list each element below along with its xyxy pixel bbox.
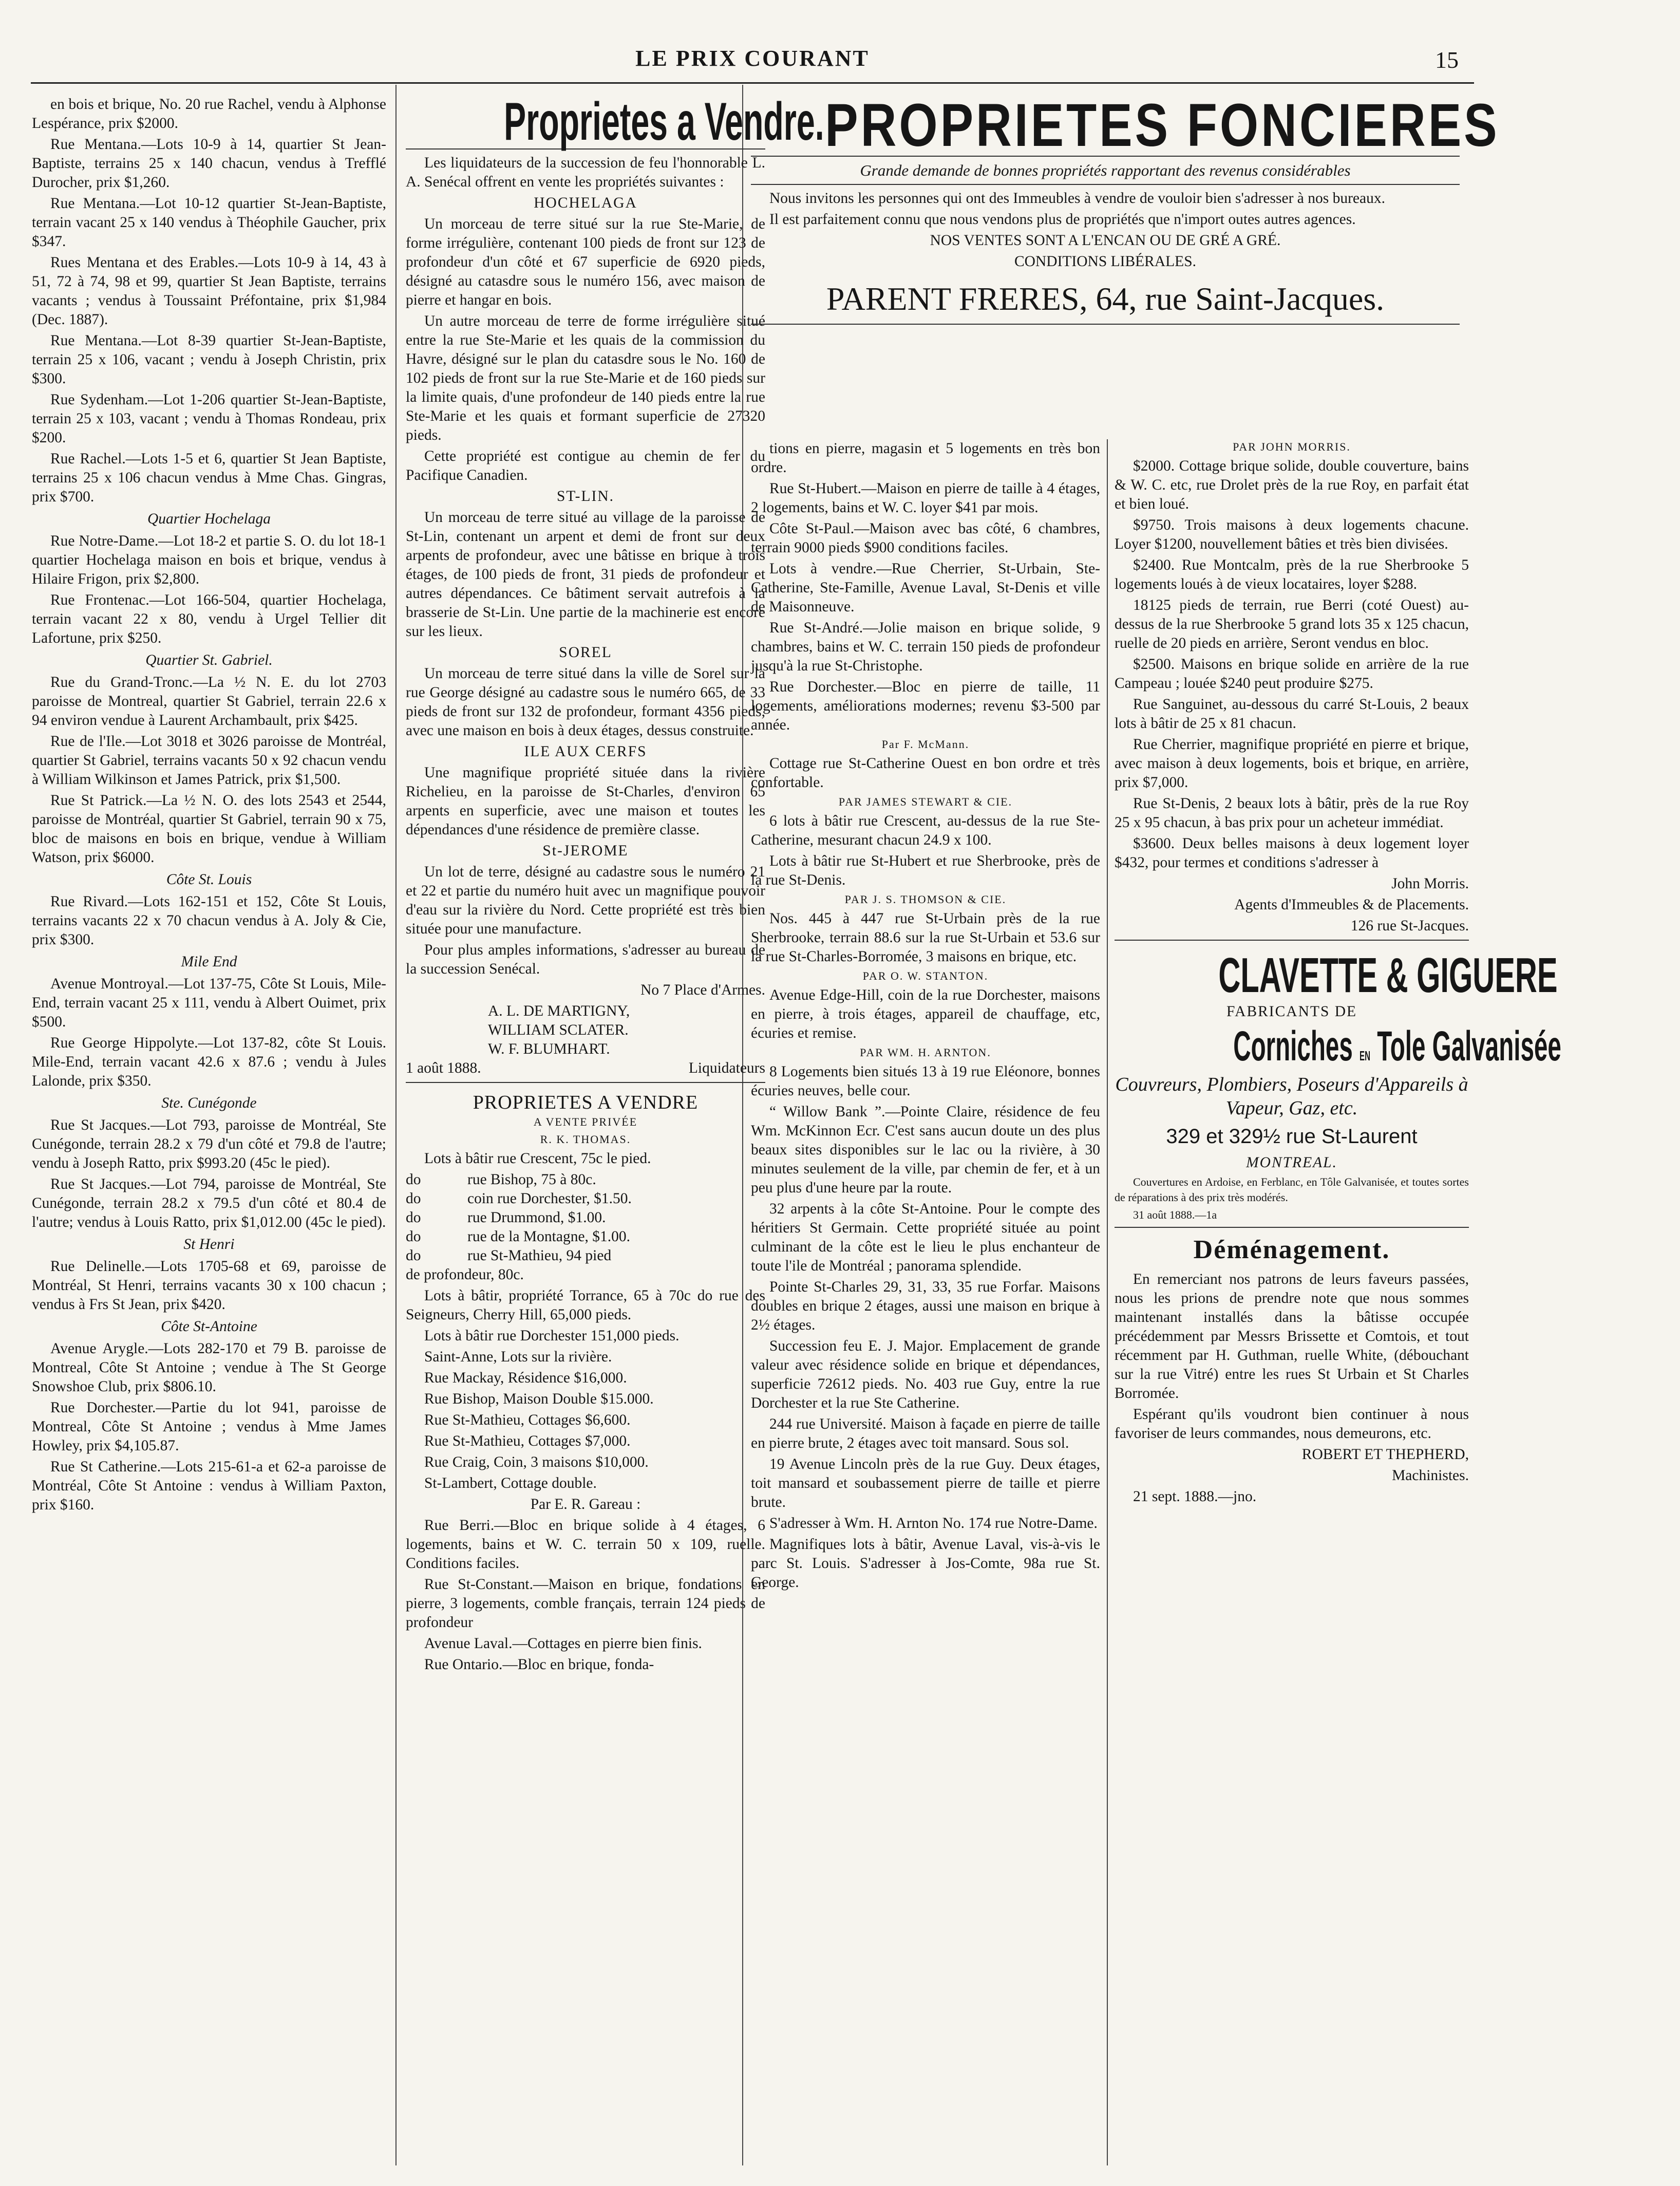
ditto: do xyxy=(406,1209,421,1226)
header-rule xyxy=(31,82,1474,84)
ad-date: 31 août 1888.—1a xyxy=(1133,1208,1217,1221)
address: No 7 Place d'Armes. xyxy=(640,982,765,998)
agent-morris: PAR JOHN MORRIS. xyxy=(1233,440,1351,453)
section-heading: SOREL xyxy=(559,644,612,661)
listing-paragraph: $2500. Maisons en brique solide en arrière de la rue Campeau ; louée $240 peut produire $275. xyxy=(1115,656,1469,692)
ditto: do xyxy=(406,1228,421,1245)
list-continuation: de profondeur, 80c. xyxy=(406,1266,524,1283)
page-header xyxy=(0,45,1505,81)
price-list xyxy=(406,1170,765,1265)
listing-paragraph: Lots à vendre.—Rue Cherrier, St-Urbain, Ste-Catherine, Ste-Famille, Avenue Laval, St-Denis et ville de Maisonneuve. xyxy=(751,560,1100,615)
listing-paragraph: $9750. Trois maisons à deux logements chacune. Loyer $1200, nouvellement bâties et très bien divisées. xyxy=(1115,517,1469,552)
listing-line: Rue St-Mathieu, Cottages $7,000. xyxy=(424,1433,631,1449)
agent-heading: PAR O. W. STANTON. xyxy=(862,969,989,982)
listing-paragraph: 8 Logements bien situés 13 à 19 rue Eléonore, bonnes écuries neuves, belle cour. xyxy=(751,1063,1100,1099)
ad-paragraph: Nous invitons les personnes qui ont des Immeubles à vendre de vouloir bien s'adresser à nos bureaux. xyxy=(769,190,1385,207)
price-item: rue Drummond, $1.00. xyxy=(467,1209,606,1226)
section-heading: Ste. Cunégonde xyxy=(161,1095,257,1111)
listing-lines xyxy=(406,1348,765,1493)
signer-name: A. L. DE MARTIGNY, xyxy=(488,1003,630,1019)
sale-entry: Rue Frontenac.—Lot 166-504, quartier Hochelaga, terrain vacant 22 x 80, vendu à Urgel Tellier dit Lafortune, prix $250. xyxy=(32,592,386,646)
sale-entry: en bois et brique, No. 20 rue Rachel, vendu à Alphonse Lespérance, prix $2000. xyxy=(32,96,386,132)
property-description: Un morceau de terre situé au village de la paroisse de St-Lin, contenant un arpent et demi de front sur deux arpents de profondeur, avec une bâtisse en brique à trois étages, de 100 pieds de front, 31 pieds de profondeur et autres dépendances. Ce bâtiment servait autrefois à la brasserie de St-Lin. Une partie de la machinerie est encore sur les lieux. xyxy=(406,509,765,640)
sale-entry: Rues Mentana et des Erables.—Lots 10-9 à 14, 43 à 51, 72 à 74, 98 et 99, quartier St Jean Baptiste, terrains vacants ; vendus à Toussaint Préfontaine, prix $1,984 (Dec. 1887). xyxy=(32,254,386,328)
sales-conditions: NOS VENTES SONT A L'ENCAN OU DE GRÉ A GRÉ. xyxy=(930,232,1281,249)
listing-paragraph: Rue Cherrier, magnifique propriété en pierre et brique, avec maison à deux logements, bois et brique, en arrière, prix $7,000. xyxy=(1115,736,1469,791)
firm-name: PARENT FRERES, 64, rue Saint-Jacques. xyxy=(826,281,1385,317)
listing-paragraph: Lots à bâtir rue St-Hubert et rue Sherbrooke, près de la rue St-Denis. xyxy=(751,853,1100,888)
agent-heading: PAR JAMES STEWART & CIE. xyxy=(838,795,1013,808)
column-liquidation-ads xyxy=(406,92,824,2165)
gareau-listings xyxy=(406,1516,765,1674)
listing-paragraph: 19 Avenue Lincoln près de la rue Guy. Deux étages, toit mansard et soubassement pierre de taille et pierre brute. xyxy=(751,1456,1100,1510)
sale-entry: Rue St Patrick.—La ½ N. O. des lots 2543 et 2544, paroisse de Montréal, quartier St Gabriel, terrain 90 x 75, bloc de maisons en bois en brique, vendue à William Watson, prix $6000. xyxy=(32,792,386,866)
ad-city: MONTREAL. xyxy=(1246,1154,1337,1171)
ad-subtitle: Grande demande de bonnes propriétés rapportant des revenus considérables xyxy=(860,161,1351,179)
listing-paragraph: Rue Ontario.—Bloc en brique, fonda- xyxy=(424,1656,654,1673)
listing-paragraph: $2400. Rue Montcalm, près de la rue Sherbrooke 5 logements loués à de vieux locataires, loyer $288. xyxy=(1115,557,1469,592)
signer-name: W. F. BLUMHART. xyxy=(488,1041,610,1057)
agent-heading: PAR J. S. THOMSON & CIE. xyxy=(844,893,1007,906)
running-title: LE PRIX COURANT xyxy=(635,46,870,71)
lots-paragraph: Lots à bâtir rue Dorchester 151,000 pieds. xyxy=(424,1328,679,1344)
listing-paragraph: 6 lots à bâtir rue Crescent, au-dessus de la rue Ste-Catherine, mesurant chacun 24.9 x 100. xyxy=(751,813,1100,848)
price-row xyxy=(406,1170,765,1189)
listing-line: Rue Bishop, Maison Double $15.000. xyxy=(424,1391,654,1407)
ditto: do xyxy=(406,1171,421,1188)
liberal-conditions: CONDITIONS LIBÉRALES. xyxy=(1014,253,1196,270)
column-morris-and-ads xyxy=(1115,439,1561,2165)
sale-entry: Rue Sydenham.—Lot 1-206 quartier St-Jean-Baptiste, terrain 25 x 103, vacant ; vendu à Thomas Rondeau, prix $200. xyxy=(32,391,386,446)
sale-entry: Rue St Catherine.—Lots 215-61-a et 62-a paroisse de Montréal, Côte St Antoine : vendus à William Paxton, prix $160. xyxy=(32,1459,386,1513)
section-heading: Mile End xyxy=(181,954,237,970)
ad-trades: Couvreurs, Plombiers, Poseurs d'Appareils à Vapeur, Gaz, etc. xyxy=(1115,1074,1468,1119)
listing-paragraph: Avenue Edge-Hill, coin de la rue Dorchester, maisons en pierre, à trois étages, appareil de chauffage, etc, écuries et remise. xyxy=(751,987,1100,1041)
sale-entry: Avenue Arygle.—Lots 282-170 et 79 B. paroisse de Montreal, Côte St Antoine ; vendue à The St George Snowshoe Club, prix $806.10. xyxy=(32,1340,386,1395)
listing-paragraph: $2000. Cottage brique solide, double couverture, bains & W. C. etc, rue Drolet près de la rue Roy, en parfait état et bien loué. xyxy=(1115,458,1469,512)
sale-entry: Rue Rachel.—Lots 1-5 et 6, quartier St Jean Baptiste, terrains 25 x 106 chacun vendus à Mme Chas. Gingras, prix $700. xyxy=(32,451,386,505)
section-heading: ST-LIN. xyxy=(556,488,615,505)
listing-paragraph: Cottage rue St-Catherine Ouest en bon ordre et très confortable. xyxy=(751,755,1100,791)
listing-paragraph: 244 rue Université. Maison à façade en pierre de taille en pierre brute, 2 étages avec toit mansard. Sous sol. xyxy=(751,1416,1100,1451)
property-description: Un autre morceau de terre de forme irrégulière situé entre la rue Ste-Marie et les quais de la commission du Havre, désigné sur le plan du catasdre sous le No. 160 de 102 pieds de front sur la rue Ste-Marie et de 160 pieds sur la limite quais, d'une profondeur de 140 pieds entre la rue Ste-Marie et les quais et formant superficie de 27320 pieds. xyxy=(406,313,765,443)
listing-paragraph: “ Willow Bank ”.—Pointe Claire, résidence de feu Wm. McKinnon Ecr. C'est sans aucun doute un des plus beaux sites disponibles sur le lac ou la rivière, à 30 minutes seulement de la ville, par chemin de fer, et à un peu plus d'une heure par la route. xyxy=(751,1104,1100,1196)
property-description: Un morceau de terre situé sur la rue Ste-Marie, de forme irrégulière, contenant 100 pieds de front sur 123 de profondeur d'un côté et 67 superficie de 6920 pieds, désigné au catasdre sous le numéro 156, avec maison de pierre et hangar en bois. xyxy=(406,216,765,308)
ad-corniches: Corniches EN Tole Galvanisée xyxy=(1233,1023,1561,1070)
section-heading: HOCHELAGA xyxy=(534,195,637,211)
morris-listings xyxy=(1115,457,1469,872)
ad-address: 329 et 329½ rue St-Laurent xyxy=(1166,1125,1418,1148)
listing-line: St-Lambert, Cottage double. xyxy=(424,1475,597,1491)
date: 1 août 1888. xyxy=(406,1060,481,1076)
agent-heading: Par F. McMann. xyxy=(881,738,970,751)
listing-paragraph: Rue Sanguinet, au-dessous du carré St-Louis, 2 beaux lots à bâtir de 25 x 81 chacun. xyxy=(1115,696,1469,732)
price-item: rue Bishop, 75 à 80c. xyxy=(467,1171,596,1188)
listing-paragraph: 32 arpents à la côte St-Antoine. Pour le compte des héritiers St Germain. Cette propriété située au point culminant de la côte est le lieu le plus enchanteur de toute l'ile de Montréal ; panorama splendide. xyxy=(751,1201,1100,1274)
sale-entry: Rue Mentana.—Lots 10-9 à 14, quartier St Jean-Baptiste, terrains 25 x 140 chacun, vendus à Trefflé Durocher, prix $1,260. xyxy=(32,136,386,191)
signers xyxy=(406,1002,765,1059)
property-description: Cette propriété est contigue au chemin de fer du Pacifique Canadien. xyxy=(406,448,765,483)
sale-entry: Rue Dorchester.—Partie du lot 941, paroisse de Montreal, Côte St Antoine ; vendus à Mme James Howley, prix $4,105.87. xyxy=(32,1399,386,1454)
listing-paragraph: Rue St-Denis, 2 beaux lots à bâtir, près de la rue Roy 25 x 95 chacun, à bas prix pour un acheteur immédiat. xyxy=(1115,795,1469,831)
ditto: do xyxy=(406,1190,421,1207)
signature: John Morris. xyxy=(1391,875,1469,892)
listing-paragraph: Rue St-Hubert.—Maison en pierre de taille à 4 étages, 2 logements, bains et W. C. loyer $41 par mois. xyxy=(751,480,1100,516)
dateline xyxy=(406,1059,765,1078)
listing-paragraph: Rue Berri.—Bloc en brique solide à 4 étages, 6 logements, bains et W. C. terrain 50 x 109, ruelle. Conditions faciles. xyxy=(406,1517,765,1572)
ad-fine-print: Couvertures en Ardoise, en Ferblanc, en Tôle Galvanisée, et toutes sortes de réparations à des prix très modérés. xyxy=(1115,1175,1469,1204)
section-heading: St-JEROME xyxy=(542,843,629,859)
listing-line: Rue Craig, Coin, 3 maisons $10,000. xyxy=(424,1454,649,1470)
property-sections xyxy=(406,194,765,979)
price-row xyxy=(406,1208,765,1227)
listing-paragraph: $3600. Deux belles maisons à deux logement loyer $432, pour termes et conditions s'adresser à xyxy=(1115,835,1469,871)
listing-paragraph: Pointe St-Charles 29, 31, 33, 35 rue Forfar. Maisons doubles en brique 2 étages, aussi une maison en brique à 2½ étages. xyxy=(751,1279,1100,1333)
intro-paragraph: Les liquidateurs de la succession de feu l'honnorable L. A. Senécal offrent en vente les propriétés suivantes : xyxy=(406,155,765,190)
section-heading: Quartier Hochelaga xyxy=(147,511,271,527)
sale-entry: Rue du Grand-Tronc.—La ½ N. E. du lot 2703 paroisse de Montreal, quartier St Gabriel, terrain 22.6 x 94 environ vendue à Laurent Archambault, prix $425. xyxy=(32,674,386,728)
property-description: Un morceau de terre situé dans la ville de Sorel sur la rue George désigné au cadastre sous le numéro 665, de 33 pieds de front sur 132 de profondeur, formant 4356 pieds, avec une maison en bois à deux étages, dessus construite. xyxy=(406,665,765,739)
ad-fabricants: FABRICANTS DE xyxy=(1226,1003,1357,1020)
section-heading: Quartier St. Gabriel. xyxy=(145,652,273,668)
signature-role: Agents d'Immeubles & de Placements. xyxy=(1234,896,1469,913)
price-row xyxy=(406,1246,765,1265)
column-divider xyxy=(1107,439,1108,2165)
liquidateurs-label: Liquidateurs xyxy=(688,1060,765,1076)
listing-paragraph: 18125 pieds de terrain, rue Berri (coté Ouest) au-dessus de la rue Sherbrooke 5 grand lots 35 x 125 chacun, ruelle de 20 pieds en arrière, Seront vendus en bloc. xyxy=(1115,597,1469,651)
listing-paragraph: Côte St-Paul.—Maison avec bas côté, 6 chambres, terrain 9000 pieds $900 conditions faciles. xyxy=(751,520,1100,556)
price-row xyxy=(406,1189,765,1208)
list-intro: Lots à bâtir rue Crescent, 75c le pied. xyxy=(424,1150,651,1167)
listing-paragraph: Avenue Laval.—Cottages en pierre bien finis. xyxy=(424,1635,702,1652)
section-heading: Côte St. Louis xyxy=(166,871,252,888)
sale-entry: Rue St Jacques.—Lot 794, paroisse de Montréal, Ste Cunégonde, terrain 28.2 x 79.5 d'un côté et 80.4 de l'autre; vendus à Louis Ratto, prix $1,012.00 (45c le pied). xyxy=(32,1176,386,1230)
listing-paragraph: Nos. 445 à 447 rue St-Urbain près de la rue Sherbrooke, terrain 88.6 sur la rue St-Urbain et 53.6 sur la rue St-Charles-Borromée, 3 maisons en brique, etc. xyxy=(751,910,1100,965)
property-description: Une magnifique propriété située dans la rivière Richelieu, en la paroisse de St-Charles, d'environ 65 arpents en superficie, avec une maison et toutes les dépendances d'une résidence de première classe. xyxy=(406,764,765,838)
agent-heading: PAR WM. H. ARNTON. xyxy=(860,1046,991,1059)
sale-entry: Rue Notre-Dame.—Lot 18-2 et partie S. O. du lot 18-1 quartier Hochelaga maison en bois et brique, vendus à Hilaire Frigon, prix $2,800. xyxy=(32,533,386,587)
signer-name: WILLIAM SCLATER. xyxy=(488,1022,629,1038)
column-parent-listings xyxy=(751,439,1100,2165)
listing-paragraph: S'adresser à Wm. H. Arnton No. 174 rue Notre-Dame. xyxy=(769,1515,1098,1531)
price-row xyxy=(406,1227,765,1246)
listing-line: Saint-Anne, Lots sur la rivière. xyxy=(424,1349,612,1365)
price-item: coin rue Dorchester, $1.50. xyxy=(467,1190,632,1207)
sale-entry: Avenue Montroyal.—Lot 137-75, Côte St Louis, Mile-End, terrain vacant 25 x 111, vendu à Albert Ouimet, prix $500. xyxy=(32,976,386,1030)
proprietes-foncieres-header xyxy=(751,91,1500,439)
property-description: Un lot de terre, désigné au cadastre sous le numéro 21 et 22 et partie du numéro huit avec un magnifique pouvoir d'eau sur la rivière du Nord. Cette propriété est très bien située pour une manufacture. xyxy=(406,864,765,937)
section-heading: Côte St-Antoine xyxy=(161,1318,257,1335)
section-title-vendre: PROPRIETES A VENDRE xyxy=(473,1092,699,1113)
listing-line: Rue Mackay, Résidence $16,000. xyxy=(424,1370,627,1386)
price-item: rue St-Mathieu, 94 pied xyxy=(467,1247,612,1264)
sale-entry: Rue Rivard.—Lots 162-151 et 152, Côte St Louis, terrains vacants 22 x 70 chacun vendus à A. Joly & Cie, prix $300. xyxy=(32,893,386,948)
demenagement-title: Déménagement. xyxy=(1193,1235,1390,1264)
lots-paragraph: Lots à bâtir, propriété Torrance, 65 à 70c do rue des Seigneurs, Cherry Hill, 65,000 pieds. xyxy=(406,1287,765,1323)
price-item: rue de la Montagne, $1.00. xyxy=(467,1228,631,1245)
demenagement-role: Machinistes. xyxy=(1392,1467,1469,1484)
sale-entry: Rue Delinelle.—Lots 1705-68 et 69, paroisse de Montréal, St Henri, terrains vacants 30 x 100 chacun ; vendus à Frs St Jean, prix $420. xyxy=(32,1258,386,1313)
listing-paragraph: Succession feu E. J. Major. Emplacement de grande valeur avec résidence solide en brique et dépendances, superficie 72612 pieds. No. 403 rue Guy, entre la rue Dorchester et la rue Ste Catherine. xyxy=(751,1338,1100,1411)
property-description: Pour plus amples informations, s'adresser au bureau de la succession Senécal. xyxy=(406,942,765,977)
signature-address: 126 rue St-Jacques. xyxy=(1350,918,1469,934)
agent-gareau: Par E. R. Gareau : xyxy=(530,1496,641,1512)
listing-paragraph: Rue St-André.—Jolie maison en brique solide, 9 chambres, bains et W. C. terrain 150 pieds de profondeur jusqu'à la rue St-Christophe. xyxy=(751,620,1100,674)
sale-entry: Rue Mentana.—Lot 10-12 quartier St-Jean-Baptiste, terrain vacant 25 x 140 vendus à Théophile Gaucher, prix $347. xyxy=(32,195,386,250)
column-sales-list xyxy=(32,95,386,2165)
section-heading: ILE AUX CERFS xyxy=(524,743,647,760)
agent-name: R. K. THOMAS. xyxy=(540,1133,631,1146)
demenagement-paragraph: Espérant qu'ils voudront bien continuer à nous favoriser de leurs commandes, nous demeurons, etc. xyxy=(1115,1406,1469,1442)
ditto: do xyxy=(406,1247,421,1264)
listing-paragraph: Rue St-Constant.—Maison en brique, fondations en pierre, 3 logements, comble français, terrain 124 pieds de profondeur xyxy=(406,1576,765,1631)
listing-paragraph: tions en pierre, magasin et 5 logements en très bon ordre. xyxy=(751,440,1100,476)
demenagement-signature: ROBERT ET THEPHERD, xyxy=(1301,1446,1469,1463)
ad-title-proprietes-a-vendre: Proprietes a Vendre. xyxy=(504,92,824,152)
demenagement-date: 21 sept. 1888.—jno. xyxy=(1133,1488,1257,1505)
sale-entry: Rue St Jacques.—Lot 793, paroisse de Montréal, Ste Cunégonde, terrain 28.2 x 79 d'un côté et 79.8 de l'autre; vendu à Joseph Ratto, prix $993.20 (45c le pied). xyxy=(32,1117,386,1171)
ad-title-foncieres: PROPRIETES FONCIERES xyxy=(825,91,1500,159)
page-number: 15 xyxy=(1435,47,1459,73)
listing-paragraph: Rue Dorchester.—Bloc en pierre de taille, 11 logements, améliorations modernes; revenu $3-500 par année. xyxy=(751,679,1100,733)
ad-clavette-giguere: CLAVETTE & GIGUERE xyxy=(1218,948,1558,1003)
sale-entry: Rue George Hippolyte.—Lot 137-82, côte St Louis. Mile-End, terrain vacant 42.6 x 87.6 ; vendu à Jules Lalonde, prix $350. xyxy=(32,1035,386,1089)
listing-paragraph: Magnifiques lots à bâtir, Avenue Laval, vis-à-vis le parc St. Louis. S'adresser à Jos-Comte, 98a rue St. George. xyxy=(751,1536,1100,1591)
sale-entry: Rue de l'Ile.—Lot 3018 et 3026 paroisse de Montréal, quartier St Gabriel, terrains vacants 50 x 92 chacun vendu à William Wilkinson et James Patrick, prix $1,500. xyxy=(32,733,386,788)
demenagement-paragraph: En remerciant nos patrons de leurs faveurs passées, nous les prions de prendre note que nous sommes maintenant installés dans la bâtisse occupée précédemment par Messrs Brissette et Comtois, et tout récemment par H. Guthman, ruelle White, (débouchant sur la rue Vitré) entre les rues St Urbain et St Charles Borromée. xyxy=(1115,1271,1469,1402)
private-sale: A VENTE PRIVÉE xyxy=(533,1115,638,1128)
column-divider xyxy=(395,85,397,2165)
listing-line: Rue St-Mathieu, Cottages $6,600. xyxy=(424,1412,631,1428)
sale-entry: Rue Mentana.—Lot 8-39 quartier St-Jean-Baptiste, terrain 25 x 106, vacant ; vendu à Joseph Christin, prix $300. xyxy=(32,332,386,387)
section-heading: St Henri xyxy=(183,1236,235,1253)
lots-paragraphs xyxy=(406,1286,765,1346)
ad-paragraph: Il est parfaitement connu que nous vendons plus de propriétés que n'import outes autres agences. xyxy=(769,211,1356,228)
